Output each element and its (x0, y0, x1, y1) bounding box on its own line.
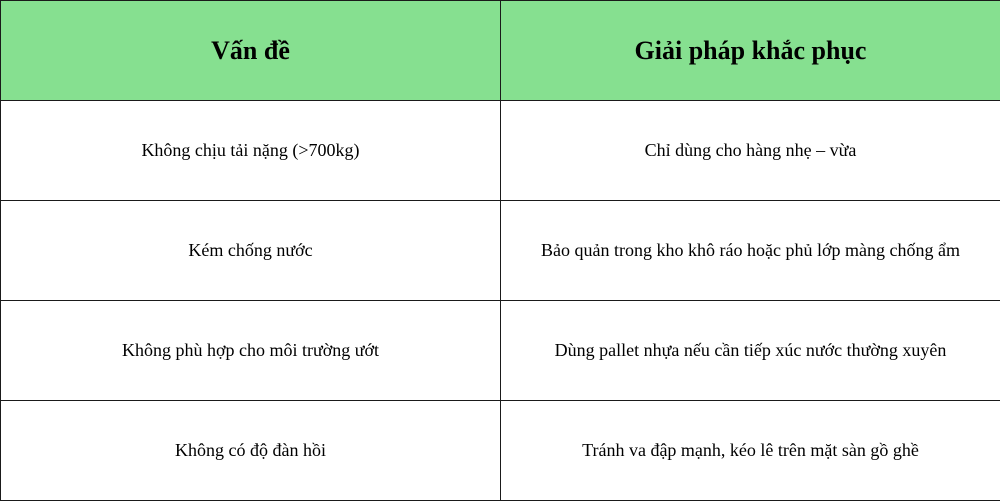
solution-cell: Chỉ dùng cho hàng nhẹ – vừa (501, 101, 1000, 201)
table-row (1, 301, 1000, 401)
problem-cell: Kém chống nước (1, 201, 501, 301)
table-row (1, 101, 1000, 201)
problem-cell: Không chịu tải nặng (>700kg) (1, 101, 501, 201)
table-row (1, 201, 1000, 301)
problem-cell: Không có độ đàn hồi (1, 401, 501, 501)
table-row (1, 401, 1000, 501)
table-header-row (1, 1, 1000, 101)
solution-cell: Dùng pallet nhựa nếu cần tiếp xúc nước thường xuyên (501, 301, 1000, 401)
header-problem: Vấn đề (1, 1, 501, 101)
header-solution: Giải pháp khắc phục (501, 1, 1000, 101)
solution-cell: Tránh va đập mạnh, kéo lê trên mặt sàn gồ ghề (501, 401, 1000, 501)
solution-cell: Bảo quản trong kho khô ráo hoặc phủ lớp màng chống ẩm (501, 201, 1000, 301)
problem-cell: Không phù hợp cho môi trường ướt (1, 301, 501, 401)
